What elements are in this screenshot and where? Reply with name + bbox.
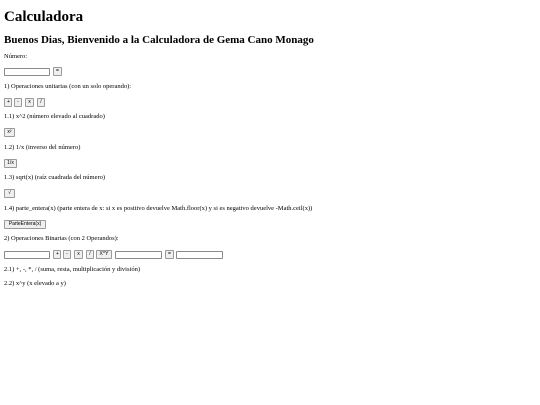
second-operand-input[interactable] (115, 251, 162, 259)
binary-heading: 2) Operaciones Binarias (con 2 Operandos): (4, 235, 119, 242)
equals-button[interactable]: = (53, 67, 62, 76)
power-description: 2.2) x^y (x elevado a y) (4, 280, 66, 287)
square-description: 1.1) x^2 (número elevado al cuadrado) (4, 113, 105, 120)
power-button[interactable]: X^Y (96, 250, 112, 259)
square-button[interactable]: x² (4, 128, 15, 137)
unary-minus-button[interactable]: - (14, 98, 22, 107)
page-title: Calculadora (4, 9, 84, 25)
unary-plus-button[interactable]: + (4, 98, 12, 107)
binary-equals-button[interactable]: = (165, 250, 174, 259)
first-operand-input[interactable] (4, 251, 50, 259)
number-input[interactable] (4, 68, 50, 76)
binary-result-input[interactable] (176, 251, 223, 259)
binary-multiply-button[interactable]: x (74, 250, 83, 259)
inverse-button[interactable]: 1/x (4, 159, 17, 168)
welcome-heading: Buenos Dias, Bienvenido a la Calculadora de Gema Cano Monago (4, 34, 314, 46)
unary-heading: 1) Operaciones unitarias (con un solo operando): (4, 83, 132, 90)
unary-divide-button[interactable]: / (37, 98, 45, 107)
binary-plus-button[interactable]: + (53, 250, 61, 259)
unary-multiply-button[interactable]: x (25, 98, 34, 107)
sqrt-description: 1.3) sqrt(x) (raíz cuadrada del número) (4, 174, 106, 181)
integer-part-description: 1.4) parte_entera(x) (parte entera de x: si x es positivo devuelve Math.floor(x) y si es negativo devuelve -Math.ceil(x)) (4, 205, 313, 212)
number-label: Número: (4, 53, 28, 60)
basic-operations-description: 2.1) +, -, *, / (suma, resta, multiplicación y división) (4, 266, 140, 273)
binary-minus-button[interactable]: - (63, 250, 71, 259)
sqrt-button[interactable]: √ (4, 189, 15, 198)
integer-part-button[interactable]: ParteEntera(x) (4, 220, 46, 229)
inverse-description: 1.2) 1/x (inverso del número) (4, 144, 81, 151)
binary-divide-button[interactable]: / (86, 250, 94, 259)
